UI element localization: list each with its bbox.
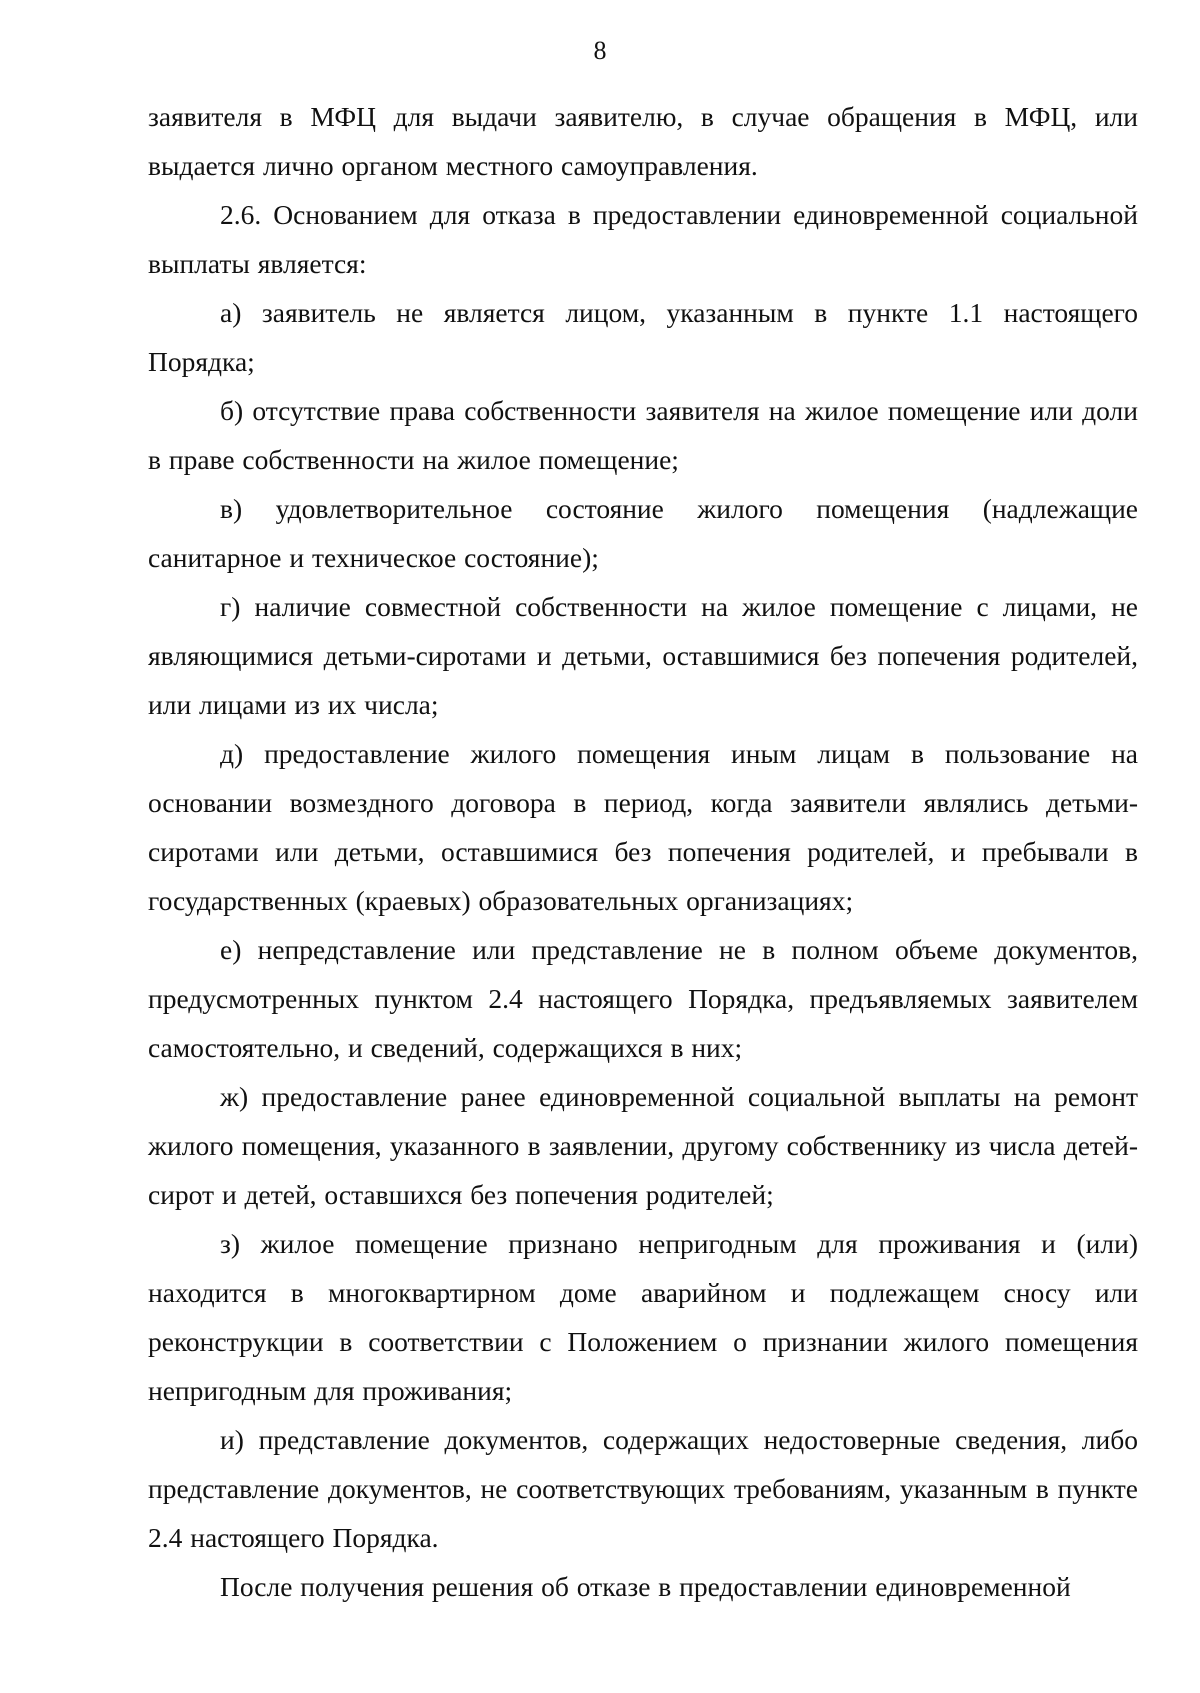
paragraph-item-v: в) удовлетворительное состояние жилого помещения (надлежащие санитарное и техническое состояние); (148, 493, 1138, 573)
paragraph-2-6-heading: 2.6. Основанием для отказа в предоставлении единовременной социальной выплаты является: (148, 199, 1138, 279)
paragraph-item-g: г) наличие совместной собственности на жилое помещение с лицами, не являющимися детьми-сиротами и детьми, оставшимися без попечения родителей, или лицами из их числа; (148, 591, 1138, 720)
paragraph-item-z: з) жилое помещение признано непригодным для проживания и (или) находится в многоквартирном доме аварийном и подлежащем сносу или реконструкции в соответствии с Положением о признании жилого помещения непригодным для проживания; (148, 1228, 1138, 1406)
document-body (148, 92, 1138, 1611)
paragraph-after-refusal: После получения решения об отказе в предоставлении единовременной (220, 1571, 1071, 1602)
paragraph-item-e: е) непредставление или представление не в полном объеме документов, предусмотренных пунктом 2.4 настоящего Порядка, предъявляемых заявителем самостоятельно, и сведений, содержащихся в них; (148, 934, 1138, 1063)
paragraph-item-zh: ж) предоставление ранее единовременной социальной выплаты на ремонт жилого помещения, указанного в заявлении, другому собственнику из числа детей-сирот и детей, оставшихся без попечения родителей; (148, 1081, 1138, 1210)
paragraph-item-a: а) заявитель не является лицом, указанным в пункте 1.1 настоящего Порядка; (148, 297, 1138, 377)
paragraph-item-i: и) представление документов, содержащих недостоверные сведения, либо представление документов, не соответствующих требованиям, указанным в пункте 2.4 настоящего Порядка. (148, 1424, 1138, 1553)
paragraph-continuation: заявителя в МФЦ для выдачи заявителю, в случае обращения в МФЦ, или выдается лично органом местного самоуправления. (148, 101, 1138, 181)
paragraph-item-d: д) предоставление жилого помещения иным лицам в пользование на основании возмездного договора в период, когда заявители являлись детьми-сиротами или детьми, оставшимися без попечения родителей, и пребывали в государственных (краевых) образовательных организациях; (148, 738, 1138, 916)
paragraph-item-b: б) отсутствие права собственности заявителя на жилое помещение или доли в праве собственности на жилое помещение; (148, 395, 1138, 475)
page-number: 8 (593, 36, 607, 65)
